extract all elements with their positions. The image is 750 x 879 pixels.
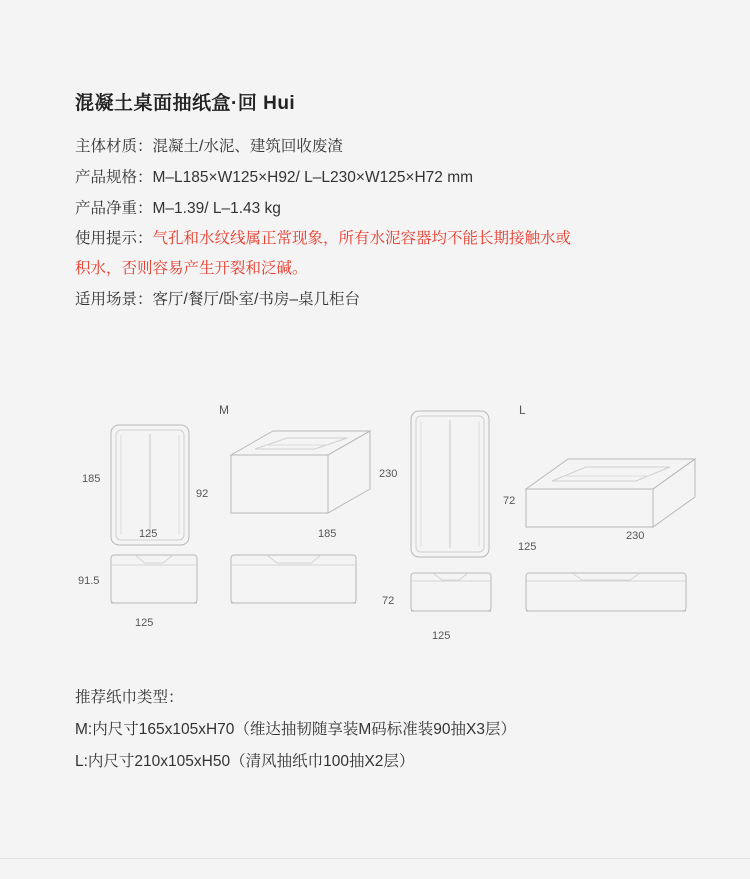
size-label-l: L xyxy=(519,403,526,417)
spec-value: 混凝土/水泥、建筑回收废渣 xyxy=(152,138,343,155)
spec-value: 客厅/餐厅/卧室/书房–桌几柜台 xyxy=(152,291,361,308)
drawing-l-top-view xyxy=(405,407,535,567)
bottom-divider xyxy=(0,858,750,859)
dim-m-top-height: 185 xyxy=(82,473,101,485)
spec-value-highlight: 气孔和水纹线属正常现象，所有水泥容器均不能长期接触水或 xyxy=(152,230,572,247)
spec-row-dimensions xyxy=(75,162,675,193)
dim-l-top-width: 125 xyxy=(518,541,537,553)
recommended-tissue-block xyxy=(75,682,695,778)
technical-drawings xyxy=(0,385,750,660)
drawing-l-side-view xyxy=(520,567,700,623)
dim-m-front-height: 91.5 xyxy=(78,575,100,587)
drawing-l-front-view xyxy=(405,567,525,623)
spec-label: 适用场景： xyxy=(75,291,153,308)
page-title: 混凝土桌面抽纸盒·回 Hui xyxy=(75,93,296,114)
size-label-m: M xyxy=(219,403,229,417)
drawing-m-iso-view xyxy=(225,425,385,540)
spec-row-usage-note xyxy=(75,224,675,254)
dim-m-iso-width: 185 xyxy=(318,528,337,540)
drawing-l-iso-view xyxy=(520,447,710,557)
product-info-block xyxy=(75,88,675,315)
drawing-m-side-view xyxy=(225,549,370,619)
drawing-m-top-view xyxy=(105,421,235,556)
spec-label: 使用提示： xyxy=(75,230,153,247)
dim-l-front-width: 125 xyxy=(432,630,451,642)
spec-label: 主体材质： xyxy=(75,138,153,155)
spec-value: M–L185×W125×H92/ L–L230×W125×H72 mm xyxy=(152,169,474,186)
spec-row-material xyxy=(75,131,675,162)
spec-label: 产品规格： xyxy=(75,169,153,186)
dim-l-iso-width: 230 xyxy=(626,530,645,542)
spec-label: 产品净重： xyxy=(75,200,153,217)
dim-m-front-width: 125 xyxy=(135,617,154,629)
dim-m-top-width: 125 xyxy=(139,528,158,540)
spec-value: M–1.39/ L–1.43 kg xyxy=(152,200,281,217)
dim-l-front-height: 72 xyxy=(382,595,395,607)
spec-row-weight xyxy=(75,193,675,224)
drawing-m-front-view xyxy=(105,549,225,619)
dim-l-iso-height: 72 xyxy=(503,495,516,507)
dim-l-top-height: 230 xyxy=(379,468,398,480)
footer-line-m: M:内尺寸165x105xH70（维达抽韧随享装M码标准装90抽X3层） xyxy=(75,721,516,738)
dim-m-iso-height: 92 xyxy=(196,488,209,500)
spec-row-scene xyxy=(75,284,675,315)
footer-heading: 推荐纸巾类型： xyxy=(75,689,184,706)
spec-row-usage-note-line2: 积水，否则容易产生开裂和泛碱。 xyxy=(75,260,308,277)
footer-line-l: L:内尺寸210x105xH50（清风抽纸巾100抽X2层） xyxy=(75,753,415,770)
